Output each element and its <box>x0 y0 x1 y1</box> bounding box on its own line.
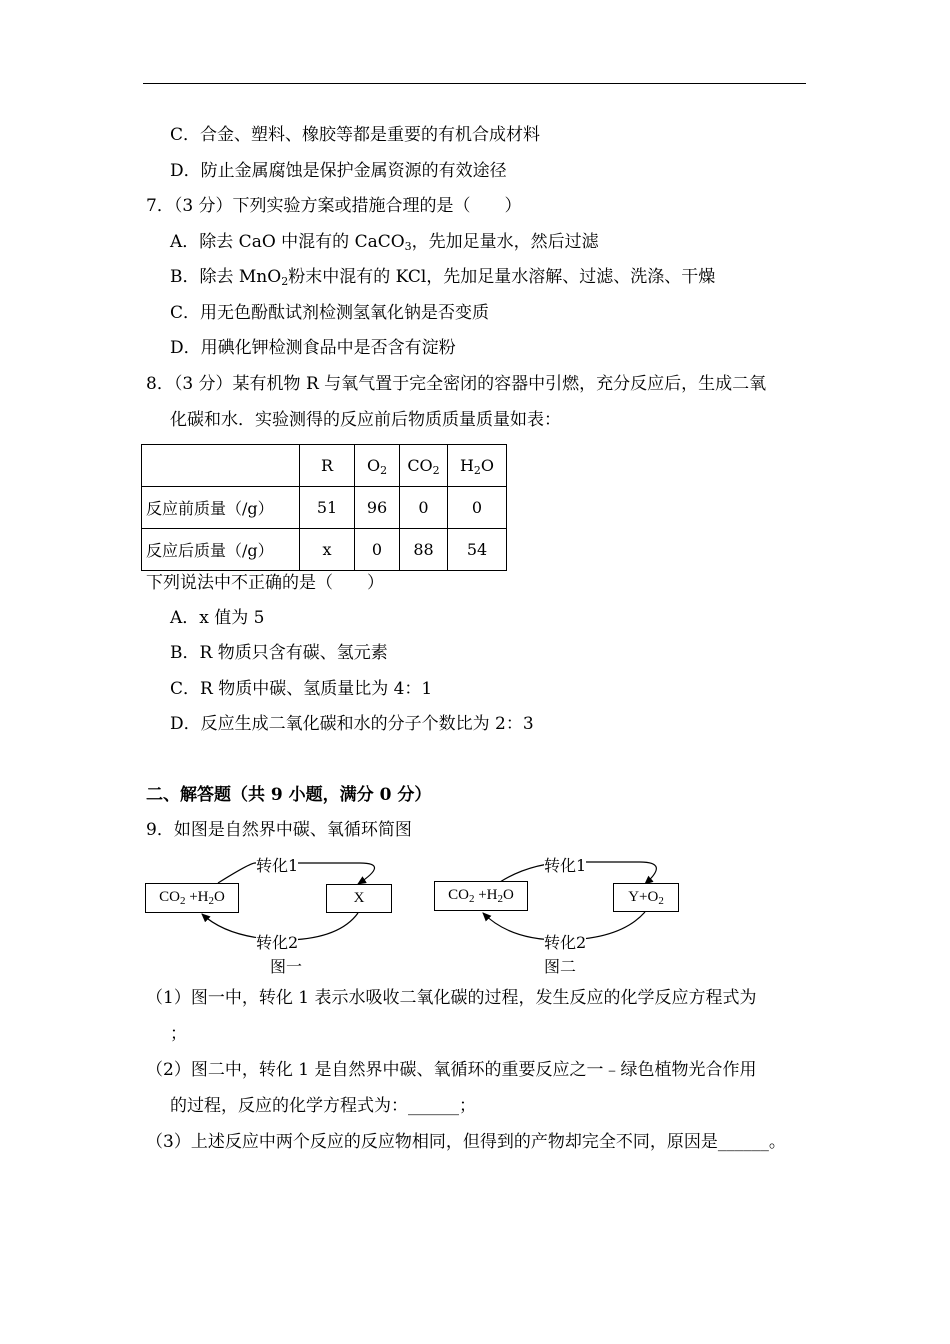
table-cell: 54 <box>448 529 507 571</box>
section-title: 二、解答题（共 9 小题，满分 0 分） <box>146 785 432 805</box>
table-cell: 0 <box>400 487 448 529</box>
fig2-box-o: O <box>503 887 514 903</box>
header-o2-text: O <box>366 456 381 475</box>
fig2-box-sub: 2 <box>658 895 664 907</box>
q7-option-a-sub: 3 <box>404 240 412 253</box>
fig1-box-co: CO <box>159 889 180 905</box>
table-header-o2 <box>355 445 400 487</box>
fig1-caption: 图一 <box>270 957 303 976</box>
q9-part2-line2: 的过程，反应的化学方程式为：______； <box>170 1096 476 1116</box>
q9-part1-line2: ； <box>170 1024 187 1044</box>
q7-option-d: D．用碘化钾检测食品中是否含有淀粉 <box>170 338 456 358</box>
table-header-co2 <box>400 445 448 487</box>
fig2-box-h: +H <box>474 887 498 903</box>
q8-question: 下列说法中不正确的是（ ） <box>146 573 384 593</box>
fig2-box-co: CO <box>448 887 469 903</box>
header-rule <box>143 83 806 84</box>
table-cell: 51 <box>300 487 355 529</box>
q7-option-b-post: 粉末中混有的 KCl，先加足量水溶解、过滤、洗涤、干燥 <box>288 267 716 287</box>
cycle-arrows <box>140 848 700 978</box>
q9-stem: 9．如图是自然界中碳、氧循环简图 <box>146 820 412 840</box>
header-co2-text: CO <box>407 456 433 475</box>
fig1-box-x: X <box>326 884 392 913</box>
row-label: 反应前质量（/g） <box>142 487 300 529</box>
q7-stem: 7．（3 分）下列实验方案或措施合理的是（ ） <box>146 196 522 216</box>
fig2-label-bottom: 转化2 <box>544 930 586 953</box>
q8-stem-line1: 8．（3 分）某有机物 R 与氧气置于完全密闭的容器中引燃，充分反应后，生成二氧 <box>146 374 767 394</box>
table-header-row <box>142 445 507 487</box>
fig1-box-sub1: 2 <box>179 895 186 907</box>
table-cell: 0 <box>448 487 507 529</box>
header-h2o-o: O <box>480 456 495 475</box>
q7-option-c: C．用无色酚酞试剂检测氢氧化钠是否变质 <box>170 303 490 323</box>
table-cell: 88 <box>400 529 448 571</box>
fig1-label-top: 转化1 <box>256 853 298 876</box>
q8-option-b: B．R 物质只含有碳、氢元素 <box>170 643 388 663</box>
q8-option-c: C．R 物质中碳、氢质量比为 4：1 <box>170 679 433 699</box>
q6-option-d: D．防止金属腐蚀是保护金属资源的有效途径 <box>170 161 507 181</box>
fig1-label-bottom: 转化2 <box>256 930 298 953</box>
fig2-box-co2-h2o <box>434 881 528 911</box>
fig1-box-co2-h2o <box>145 883 239 913</box>
q7-option-a-pre: A．除去 CaO 中混有的 CaCO <box>170 232 405 252</box>
q9-part1-line1: （1）图一中，转化 1 表示水吸收二氧化碳的过程，发生反应的化学反应方程式为 <box>146 988 757 1008</box>
fig2-caption: 图二 <box>544 957 577 976</box>
fig2-box-yo: Y+O <box>628 889 659 905</box>
table-corner-cell <box>142 445 300 487</box>
table-row <box>142 529 507 571</box>
q6-option-c: C．合金、塑料、橡胶等都是重要的有机合成材料 <box>170 125 541 145</box>
q8-stem-line2: 化碳和水．实验测得的反应前后物质质量质量如表： <box>170 410 561 430</box>
q8-option-a: A．x 值为 5 <box>170 608 265 628</box>
fig2-box-sub2: 2 <box>497 893 504 905</box>
header-h2o-h: H <box>459 456 474 475</box>
q9-part2-line1: （2）图二中，转化 1 是自然界中碳、氧循环的重要反应之一﹣绿色植物光合作用 <box>146 1060 757 1080</box>
table-header-r: R <box>300 445 355 487</box>
q9-part3: （3）上述反应中两个反应的反应物相同，但得到的产物却完全不同，原因是______。 <box>146 1132 786 1152</box>
row-label: 反应后质量（/g） <box>142 529 300 571</box>
q7-option-b <box>170 266 715 288</box>
carbon-oxygen-cycle-diagrams <box>140 848 700 978</box>
header-co2-sub: 2 <box>432 464 440 477</box>
q8-mass-table <box>141 444 507 571</box>
q7-option-b-pre: B．除去 MnO <box>170 267 282 287</box>
fig1-box-sub2: 2 <box>208 895 215 907</box>
table-header-h2o <box>448 445 507 487</box>
q7-option-a-post: ，先加足量水，然后过滤 <box>411 232 599 252</box>
header-o2-sub: 2 <box>380 464 388 477</box>
header-h2o-sub: 2 <box>473 464 481 477</box>
table-cell: 0 <box>355 529 400 571</box>
fig2-box-sub1: 2 <box>468 893 475 905</box>
q8-option-d: D．反应生成二氧化碳和水的分子个数比为 2：3 <box>170 714 534 734</box>
table-cell: x <box>300 529 355 571</box>
fig1-box-h: +H <box>185 889 209 905</box>
q7-option-b-sub: 2 <box>281 275 289 288</box>
table-cell: 96 <box>355 487 400 529</box>
q7-option-a <box>170 231 599 253</box>
table-row <box>142 487 507 529</box>
fig2-box-y-o2 <box>613 883 679 912</box>
fig2-label-top: 转化1 <box>544 853 586 876</box>
fig1-box-o: O <box>214 889 225 905</box>
